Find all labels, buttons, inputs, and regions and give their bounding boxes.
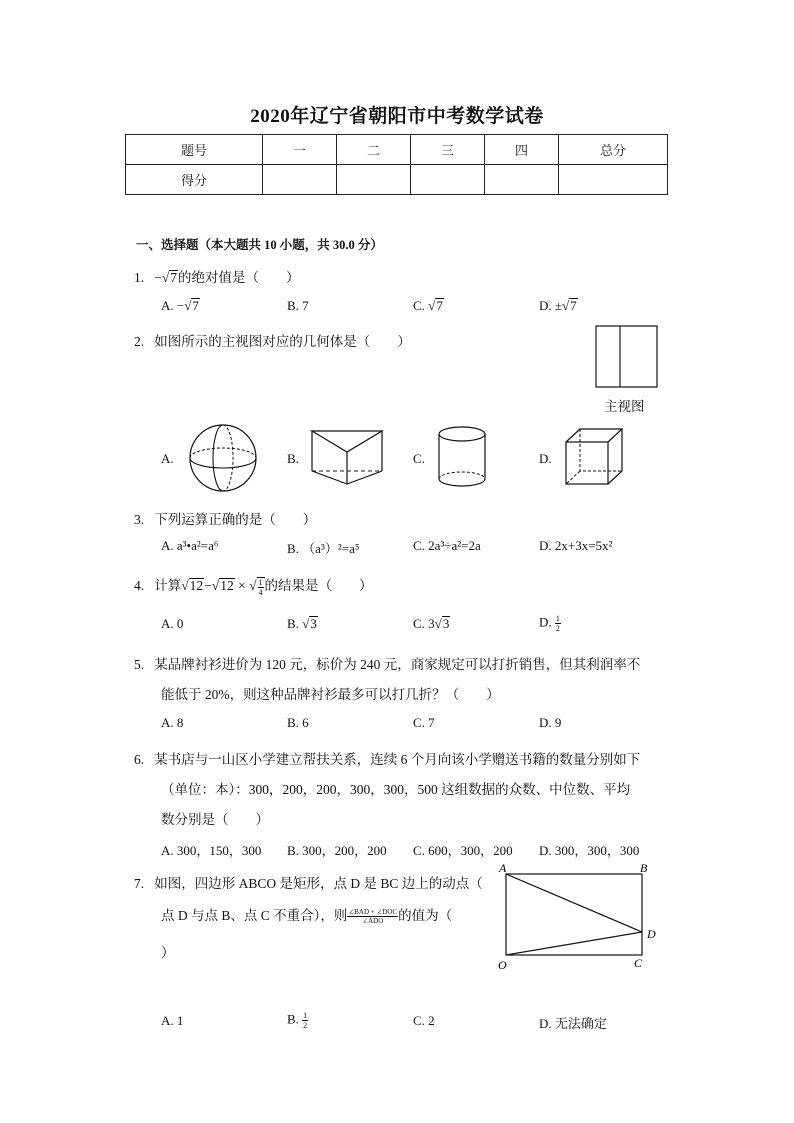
question-6 (134, 748, 640, 768)
option-a[interactable]: A. (161, 451, 174, 466)
table-cell: 二 (337, 135, 411, 165)
minus-sign: − (154, 270, 162, 285)
question-7 (134, 872, 483, 892)
score-input-cell[interactable] (337, 165, 411, 195)
score-input-cell[interactable] (263, 165, 337, 195)
question-text: 点 D 与点 B、点 C 不重合），则 (161, 908, 348, 923)
section-heading: 一、选择题（本大题共 10 小题，共 30.0 分） (136, 238, 383, 252)
option-d[interactable]: D. 2x+3x=5x² (539, 538, 613, 553)
radicand: 3 (442, 616, 450, 631)
question-text: 数分别是（ ） (161, 812, 269, 827)
denominator: ∠ADO (362, 917, 384, 926)
option-label: C. (413, 298, 429, 313)
question-number: 1. (134, 270, 145, 285)
question-number: 2. (134, 334, 145, 349)
point-label-d: D (647, 927, 656, 941)
radicand: 12 (189, 578, 204, 593)
question-number: 6. (134, 752, 145, 767)
option-c[interactable]: C. 2a³÷a²=2a (413, 538, 481, 553)
table-cell: 三 (411, 135, 485, 165)
option-d[interactable]: D. 无法确定 (539, 1016, 607, 1031)
option-a[interactable]: A. 0 (161, 616, 184, 631)
cylinder-figure[interactable] (434, 424, 490, 490)
question-text: 下列运算正确的是（ ） (154, 512, 317, 527)
option-a[interactable]: A. a³•a²=a⁶ (161, 538, 219, 553)
question-text: （单位：本）：300，200，200，300，300，500 这组数据的众数、中位数、平均 (161, 782, 631, 797)
option-d[interactable]: D. 300，300，300 (539, 843, 640, 858)
table-cell: 得分 (126, 165, 263, 195)
numerator: 1 (258, 577, 263, 587)
radicand: 12 (220, 578, 234, 593)
option-label: B. (287, 1011, 303, 1027)
option-b[interactable]: B. 6 (287, 715, 309, 730)
option-c[interactable]: C. (413, 451, 425, 466)
option-label: C. 3 (413, 616, 435, 631)
point-label-c: C (634, 956, 643, 970)
option-b[interactable]: B. √3 (287, 616, 317, 631)
fraction (555, 614, 561, 633)
denominator: 2 (555, 624, 560, 633)
option-c[interactable]: C. 3√3 (413, 616, 450, 631)
question-text: 的结果是（ ） (264, 578, 373, 593)
option-b[interactable]: B. （a³）²=a⁵ (287, 541, 360, 556)
point-label-o: O (498, 958, 507, 972)
score-input-cell[interactable] (485, 165, 559, 195)
question-text: 某品牌衬衫进价为 120 元，标价为 240 元，商家规定可以打折销售，但其利润率不 (154, 657, 641, 672)
question-text: ） (161, 945, 175, 960)
table-cell: 题号 (126, 135, 263, 165)
question-2 (134, 330, 411, 350)
option-c[interactable]: C. 7 (413, 715, 435, 730)
score-table-header-row (126, 135, 668, 165)
option-label: A. − (161, 298, 185, 313)
denominator: 4 (258, 587, 263, 597)
question-5 (134, 653, 640, 673)
option-c[interactable]: C. √7 (413, 298, 443, 313)
score-table-score-row (126, 165, 668, 195)
option-b[interactable]: B. (287, 451, 299, 466)
front-view-label: 主视图 (604, 399, 645, 414)
option-b[interactable]: B. 7 (287, 298, 309, 313)
numerator: ∠BAD + ∠DOC (348, 908, 398, 917)
question-text: 的绝对值是（ ） (178, 270, 300, 285)
point-label-a: A (499, 861, 507, 875)
question-4: 4. 计算√12−√12 × √ $\frac{1}{4}$ 的结果是（ ） (134, 577, 373, 597)
times-sign: × (234, 578, 250, 593)
question-3 (134, 508, 316, 528)
question-number: 7. (134, 876, 145, 891)
numerator: 1 (555, 614, 560, 623)
radicand: 7 (570, 298, 577, 313)
option-c[interactable]: C. 600，300，200 (413, 843, 513, 858)
option-label: D. ± (539, 298, 563, 313)
rectangle-abco-figure (494, 860, 664, 972)
option-a[interactable]: A. 300，150，300 (161, 843, 262, 858)
triangular-prism-figure[interactable] (307, 426, 387, 488)
question-text: 的值为（ (398, 908, 453, 923)
table-cell: 一 (263, 135, 337, 165)
page-title: 2020年辽宁省朝阳市中考数学试卷 (250, 106, 544, 127)
question-text: 某书店与一山区小学建立帮扶关系，连续 6 个月向该小学赠送书籍的数量分别如下 (154, 752, 641, 767)
question-number: 4. (134, 578, 145, 593)
radicand: 7 (170, 270, 178, 285)
option-a[interactable]: A. 1 (161, 1013, 184, 1028)
score-table (125, 134, 668, 195)
point-label-b: B (640, 861, 648, 875)
question-text-line (161, 904, 452, 925)
numerator: 1 (303, 1011, 308, 1020)
option-label: B. (287, 616, 303, 631)
question-text: 能低于 20%，则这种品牌衬衫最多可以打几折？（ ） (161, 687, 500, 702)
score-input-cell[interactable] (411, 165, 485, 195)
question-1: 1. −√7的绝对值是（ ） (134, 270, 300, 285)
minus-sign: − (204, 578, 212, 593)
option-a[interactable]: A. 8 (161, 715, 184, 730)
option-d[interactable]: D. 9 (539, 715, 562, 730)
table-cell: 总分 (559, 135, 668, 165)
question-number: 5. (134, 657, 145, 672)
option-d[interactable]: D. (539, 451, 552, 466)
question-text: 如图所示的主视图对应的几何体是（ ） (154, 334, 411, 349)
option-b[interactable]: B. 300，200，200 (287, 843, 387, 858)
option-a[interactable]: A. −√7 (161, 298, 199, 313)
fraction (302, 1011, 308, 1030)
option-d[interactable]: D. ±√7 (539, 298, 577, 313)
fraction (257, 577, 265, 597)
option-label: D. (539, 614, 555, 630)
sphere-figure[interactable] (183, 422, 263, 494)
question-number: 3. (134, 512, 145, 527)
radicand: 3 (310, 616, 317, 631)
fraction (347, 908, 398, 925)
table-cell: 四 (485, 135, 559, 165)
denominator: 2 (303, 1021, 308, 1030)
question-text: 计算 (154, 578, 182, 593)
option-b[interactable] (287, 1011, 308, 1030)
radicand: 7 (192, 298, 199, 313)
option-c[interactable]: C. 2 (413, 1013, 435, 1028)
option-d[interactable] (539, 614, 561, 633)
front-view-figure (594, 324, 660, 390)
question-text: 如图，四边形 ABCO 是矩形，点 D 是 BC 边上的动点（ (154, 876, 483, 891)
radicand: 7 (436, 298, 443, 313)
score-input-cell[interactable] (559, 165, 668, 195)
cube-figure[interactable] (561, 426, 627, 488)
